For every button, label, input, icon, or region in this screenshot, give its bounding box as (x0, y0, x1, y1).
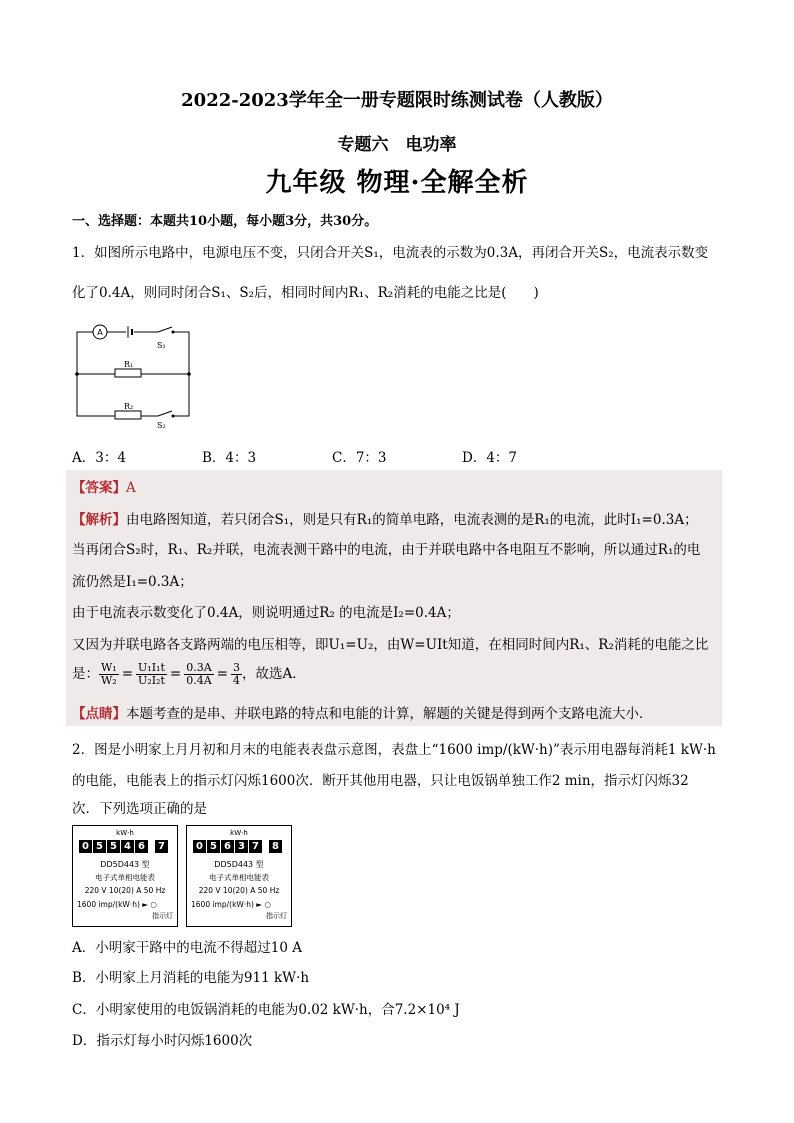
analysis-label: 【解析】 (72, 512, 126, 528)
q1-option-d[interactable]: D．4：7 (462, 450, 518, 466)
r1-resistor (115, 369, 141, 377)
q2-line2: 的电能，电能表上的指示灯闪烁1600次．断开其他用电器，只让电饭锅单独工作2 min，指示灯闪烁32 (72, 773, 689, 789)
analysis-line-3: 流仍然是I₁=0.3A； (72, 574, 193, 590)
q2-line1: 2．图是小明家上月月初和月末的电能表表盘示意图，表盘上“1600 imp/(kW·h)”表示用电器每消耗1 kW·h (72, 742, 716, 758)
r2-label: R₂ (124, 402, 134, 411)
topic-title: 专题六 电功率 (337, 135, 457, 155)
q2-option-d[interactable]: D．指示灯每小时闪烁1600次 (72, 1033, 253, 1049)
answer-label: 【答案】 (72, 480, 126, 496)
q2-option-c[interactable]: C．小明家使用的电饭锅消耗的电能为0.02 kW·h，合7.2×10⁴ J (72, 1002, 460, 1018)
ammeter-label: A (97, 328, 103, 337)
r2-resistor (115, 411, 141, 419)
main-title: 九年级 物理·全解全析 (265, 168, 529, 198)
s1-label: S₁ (157, 341, 166, 350)
analysis-line-1: 【解析】由电路图知道，若只闭合S₁，则是只有R₁的简单电路，电流表测的是R₁的电流，此时I₁=0.3A； (72, 512, 698, 528)
q2-option-a[interactable]: A．小明家干路中的电流不得超过10 A (72, 940, 302, 956)
q2-line3: 次．下列选项正确的是 (72, 801, 207, 817)
analysis-line-4: 由于电流表示数变化了0.4A，则说明通过R₂ 的电流是I₂=0.4A； (72, 605, 460, 621)
comment-label: 【点睛】 (72, 706, 126, 722)
section-heading: 一、选择题：本题共10小题，每小题3分，共30分。 (72, 214, 378, 229)
q1-line1: 1．如图所示电路中，电源电压不变，只闭合开关S₁，电流表的示数为0.3A，再闭合开关S₂，电流表示数变 (72, 245, 709, 261)
s2-label: S₂ (157, 421, 166, 430)
answer-panel (66, 470, 722, 726)
q1-option-c[interactable]: C．7：3 (332, 450, 387, 466)
q2-option-b[interactable]: B．小明家上月消耗的电能为911 kW·h (72, 970, 310, 986)
answer-line (72, 479, 136, 498)
q1-option-b[interactable]: B．4：3 (202, 450, 257, 466)
r1-label: R₁ (124, 360, 134, 369)
analysis-formula: 是： $\frac{\text{W₁}}{\text{W₂}}$ = $\frac{\text{U₁I₁t}}{\text{U₂I₂t}}$ = $\frac{0.3A}{0.4A}$ = $\frac{3}{4}$ ，故选A． (72, 661, 306, 687)
analysis-line-2: 当再闭合S₂时，R₁、R₂并联，电流表测干路中的电流，由于并联电路中各电阻互不影响，所以通过R₁的电 (72, 542, 701, 558)
document-title: 2022-2023学年全一册专题限时练测试卷（人教版） (181, 90, 613, 111)
q1-option-a[interactable]: A．3：4 (72, 450, 126, 466)
answer-value: A (126, 480, 136, 496)
analysis-line-5: 又因为并联电路各支路两端的电压相等，即U₁=U₂，由W=UIt知道，在相同时间内R₁、R₂消耗的电能之比 (72, 637, 709, 653)
q1-options (72, 446, 592, 466)
circuit-diagram (70, 322, 200, 432)
energy-meter-start: kW·h 0 5 5 4 6 7 DD5D443 型 电子式单相电能表 220 V 10(20) A 50 Hz 1600 imp/(kW·h) ► ○ 指示灯 (72, 825, 178, 927)
q1-line2: 化了0.4A，则同时闭合S₁、S₂后，相同时间内R₁、R₂消耗的电能之比是( ) (72, 285, 539, 301)
comment-line: 【点睛】本题考查的是串、并联电路的特点和电能的计算，解题的关键是得到两个支路电流大小． (72, 706, 653, 722)
energy-meter-end: kW·h 0 5 6 3 7 8 DD5D443 型 电子式单相电能表 220 V 10(20) A 50 Hz 1600 imp/(kW·h) ► ○ 指示灯 (186, 825, 292, 927)
